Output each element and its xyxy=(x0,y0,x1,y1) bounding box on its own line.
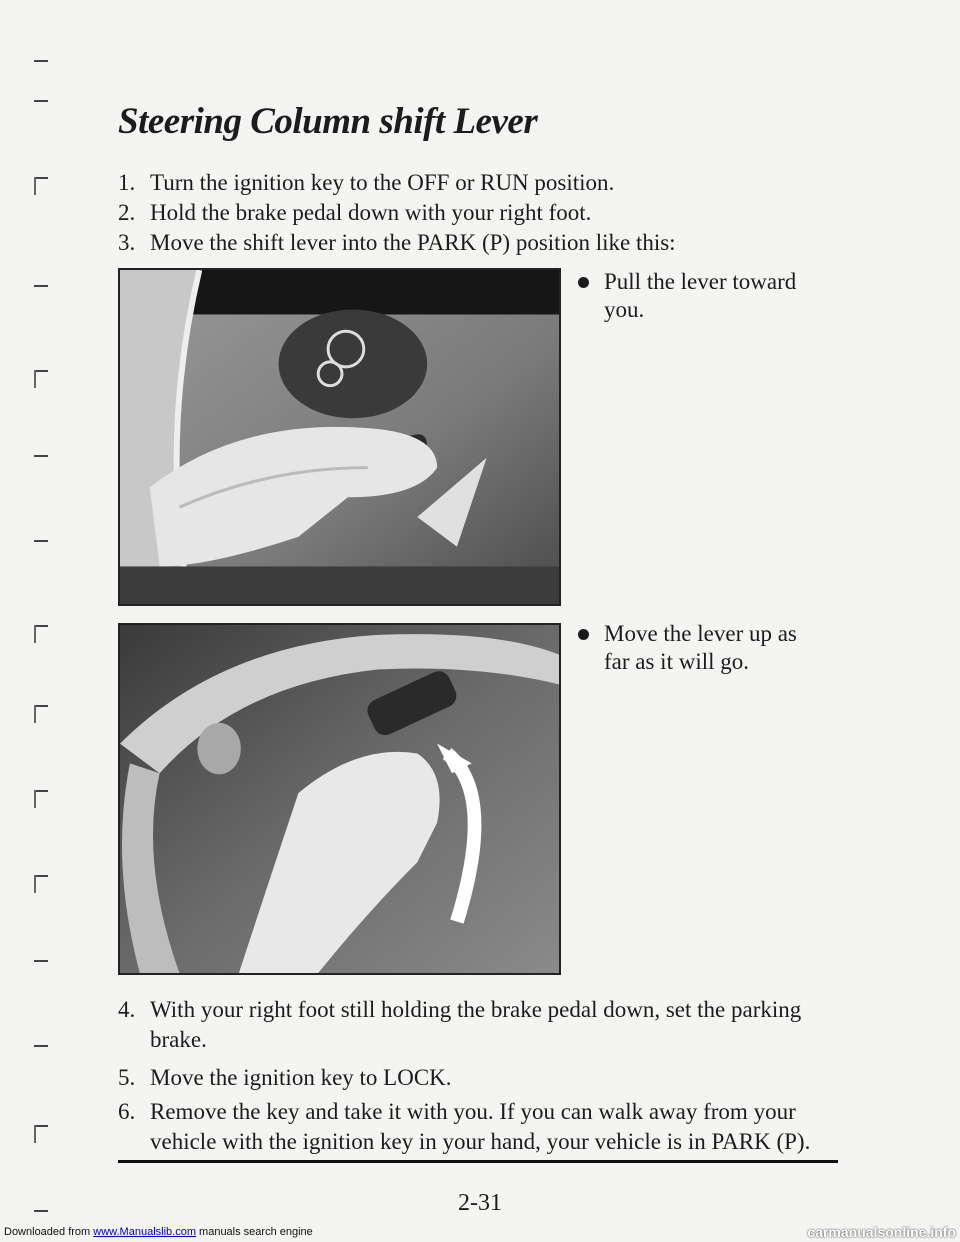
bullet-pull-lever xyxy=(578,268,798,324)
photo-lever-up xyxy=(118,623,561,975)
step-number: 6. xyxy=(118,1099,136,1124)
margin-mark xyxy=(34,1125,48,1127)
step-text: Turn the ignition key to the OFF or RUN position. xyxy=(150,170,615,195)
photo-lever-up-image xyxy=(120,625,559,973)
footer-rule xyxy=(118,1160,838,1163)
margin-mark xyxy=(34,960,48,962)
step-5 xyxy=(118,1063,838,1093)
step-text: Move the shift lever into the PARK (P) position like this: xyxy=(150,230,676,255)
bullet-lever-up xyxy=(578,620,798,676)
footer-prefix: Downloaded from xyxy=(4,1226,94,1238)
step-text-continued: vehicle with the ignition key in your hand, your vehicle is in PARK (P). xyxy=(150,1129,811,1154)
step-number: 3. xyxy=(118,230,136,255)
footer-suffix: manuals search engine xyxy=(195,1226,313,1238)
photo-pull-lever xyxy=(118,268,561,606)
margin-mark xyxy=(34,1210,48,1212)
margin-mark xyxy=(34,875,48,877)
step-number: 1. xyxy=(118,170,136,195)
photo-pull-lever-image xyxy=(120,270,559,604)
step-text: With your right foot still holding the brake pedal down, set the parking xyxy=(150,997,802,1022)
step-text: Move the ignition key to LOCK. xyxy=(150,1065,452,1090)
download-footer xyxy=(0,1222,960,1242)
bullet-dot xyxy=(578,629,589,640)
margin-mark xyxy=(34,60,48,62)
step-number: 2. xyxy=(118,200,136,225)
margin-mark xyxy=(34,790,48,792)
manualslib-link[interactable]: www.Manualslib.com xyxy=(93,1226,196,1238)
page-number: 2-31 xyxy=(458,1190,502,1216)
margin-mark xyxy=(34,455,48,457)
margin-mark xyxy=(34,370,48,372)
margin-mark xyxy=(34,100,48,102)
step-text: Hold the brake pedal down with your right foot. xyxy=(150,200,592,225)
step-text-continued: brake. xyxy=(150,1027,207,1052)
margin-mark xyxy=(34,540,48,542)
watermark: carmanualsonline.info xyxy=(807,1224,956,1240)
margin-mark xyxy=(34,705,48,707)
footer-source xyxy=(4,1222,313,1242)
margin-mark xyxy=(34,177,48,179)
step-6 xyxy=(118,1097,838,1157)
step-1 xyxy=(118,168,838,198)
step-3 xyxy=(118,228,838,258)
step-4 xyxy=(118,995,838,1055)
step-number: 5. xyxy=(118,1065,136,1090)
step-2 xyxy=(118,198,838,228)
margin-mark xyxy=(34,1045,48,1047)
step-text: Remove the key and take it with you. If you can walk away from your xyxy=(150,1099,796,1124)
bullet-text: Pull the lever toward you. xyxy=(604,269,797,322)
margin-mark xyxy=(34,285,48,287)
page-title: Steering Column shift Lever xyxy=(118,101,538,142)
margin-mark xyxy=(34,625,48,627)
step-number: 4. xyxy=(118,997,136,1022)
bullet-dot xyxy=(578,277,589,288)
bullet-text: Move the lever up as far as it will go. xyxy=(604,621,797,674)
